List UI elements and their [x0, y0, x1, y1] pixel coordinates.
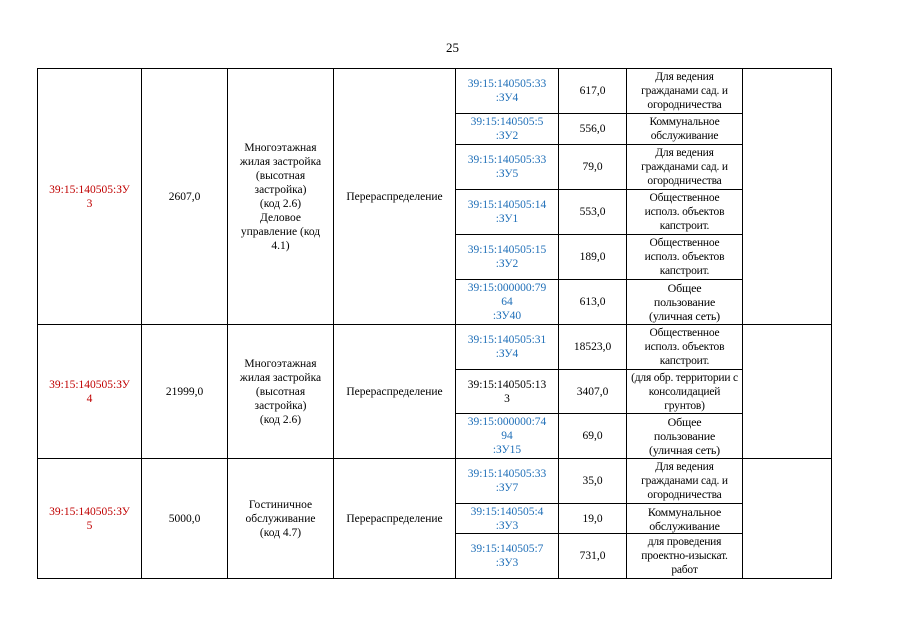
source-area: 189,0 [559, 235, 627, 280]
source-area: 613,0 [559, 280, 627, 325]
source-area: 3407,0 [559, 370, 627, 414]
new-plot-number: 39:15:140505:ЗУ 3 [38, 69, 142, 325]
source-area: 69,0 [559, 414, 627, 459]
source-purpose: для проведения проектно-изыскат. работ [627, 534, 743, 579]
source-purpose: Для ведения гражданами сад. и огородничества [627, 69, 743, 114]
source-cadastral-number: 39:15:140505:33 :ЗУ5 [456, 145, 559, 190]
source-cadastral-number: 39:15:140505:5 :ЗУ2 [456, 114, 559, 145]
source-purpose: Общественное исполз. объектов капстроит. [627, 235, 743, 280]
source-area: 556,0 [559, 114, 627, 145]
formation-method: Перераспределение [334, 325, 456, 459]
table-row [38, 459, 832, 504]
source-purpose: Коммунальное обслуживание [627, 114, 743, 145]
permitted-use: Многоэтажная жилая застройка (высотная застройка) (код 2.6) [228, 325, 334, 459]
source-purpose: Общее пользование (уличная сеть) [627, 280, 743, 325]
empty-cell [743, 325, 832, 459]
source-purpose: Для ведения гражданами сад. и огородничества [627, 459, 743, 504]
table-row [38, 69, 832, 114]
source-cadastral-number: 39:15:140505:31 :ЗУ4 [456, 325, 559, 370]
source-cadastral-number: 39:15:140505:7 :ЗУ3 [456, 534, 559, 579]
permitted-use: Многоэтажная жилая застройка (высотная застройка) (код 2.6) Деловое управление (код 4.1) [228, 69, 334, 325]
source-purpose: Общественное исполз. объектов капстроит. [627, 325, 743, 370]
new-plot-number: 39:15:140505:ЗУ 4 [38, 325, 142, 459]
source-cadastral-number: 39:15:140505:4 :ЗУ3 [456, 504, 559, 534]
source-purpose: (для обр. территории с консолидацией грунтов) [627, 370, 743, 414]
source-cadastral-number: 39:15:140505:15 :ЗУ2 [456, 235, 559, 280]
source-area: 18523,0 [559, 325, 627, 370]
empty-cell [743, 69, 832, 325]
table-row [38, 325, 832, 370]
source-area: 19,0 [559, 504, 627, 534]
empty-cell [743, 459, 832, 579]
page-number: 25 [446, 40, 459, 55]
source-area: 553,0 [559, 190, 627, 235]
source-cadastral-number: 39:15:140505:33 :ЗУ4 [456, 69, 559, 114]
new-plot-area: 21999,0 [142, 325, 228, 459]
new-plot-area: 5000,0 [142, 459, 228, 579]
source-area: 35,0 [559, 459, 627, 504]
source-area: 79,0 [559, 145, 627, 190]
source-cadastral-number: 39:15:000000:79 64 :ЗУ40 [456, 280, 559, 325]
source-purpose: Для ведения гражданами сад. и огородничества [627, 145, 743, 190]
source-purpose: Коммунальное обслуживание [627, 504, 743, 534]
source-area: 731,0 [559, 534, 627, 579]
source-cadastral-number: 39:15:140505:14 :ЗУ1 [456, 190, 559, 235]
formation-method: Перераспределение [334, 459, 456, 579]
source-purpose: Общее пользование (уличная сеть) [627, 414, 743, 459]
land-plot-table [37, 68, 832, 579]
new-plot-number: 39:15:140505:ЗУ 5 [38, 459, 142, 579]
source-area: 617,0 [559, 69, 627, 114]
source-cadastral-number: 39:15:000000:74 94 :ЗУ15 [456, 414, 559, 459]
permitted-use: Гостиничное обслуживание (код 4.7) [228, 459, 334, 579]
source-cadastral-number: 39:15:140505:33 :ЗУ7 [456, 459, 559, 504]
formation-method: Перераспределение [334, 69, 456, 325]
source-purpose: Общественное исполз. объектов капстроит. [627, 190, 743, 235]
source-cadastral-number: 39:15:140505:13 3 [456, 370, 559, 414]
new-plot-area: 2607,0 [142, 69, 228, 325]
